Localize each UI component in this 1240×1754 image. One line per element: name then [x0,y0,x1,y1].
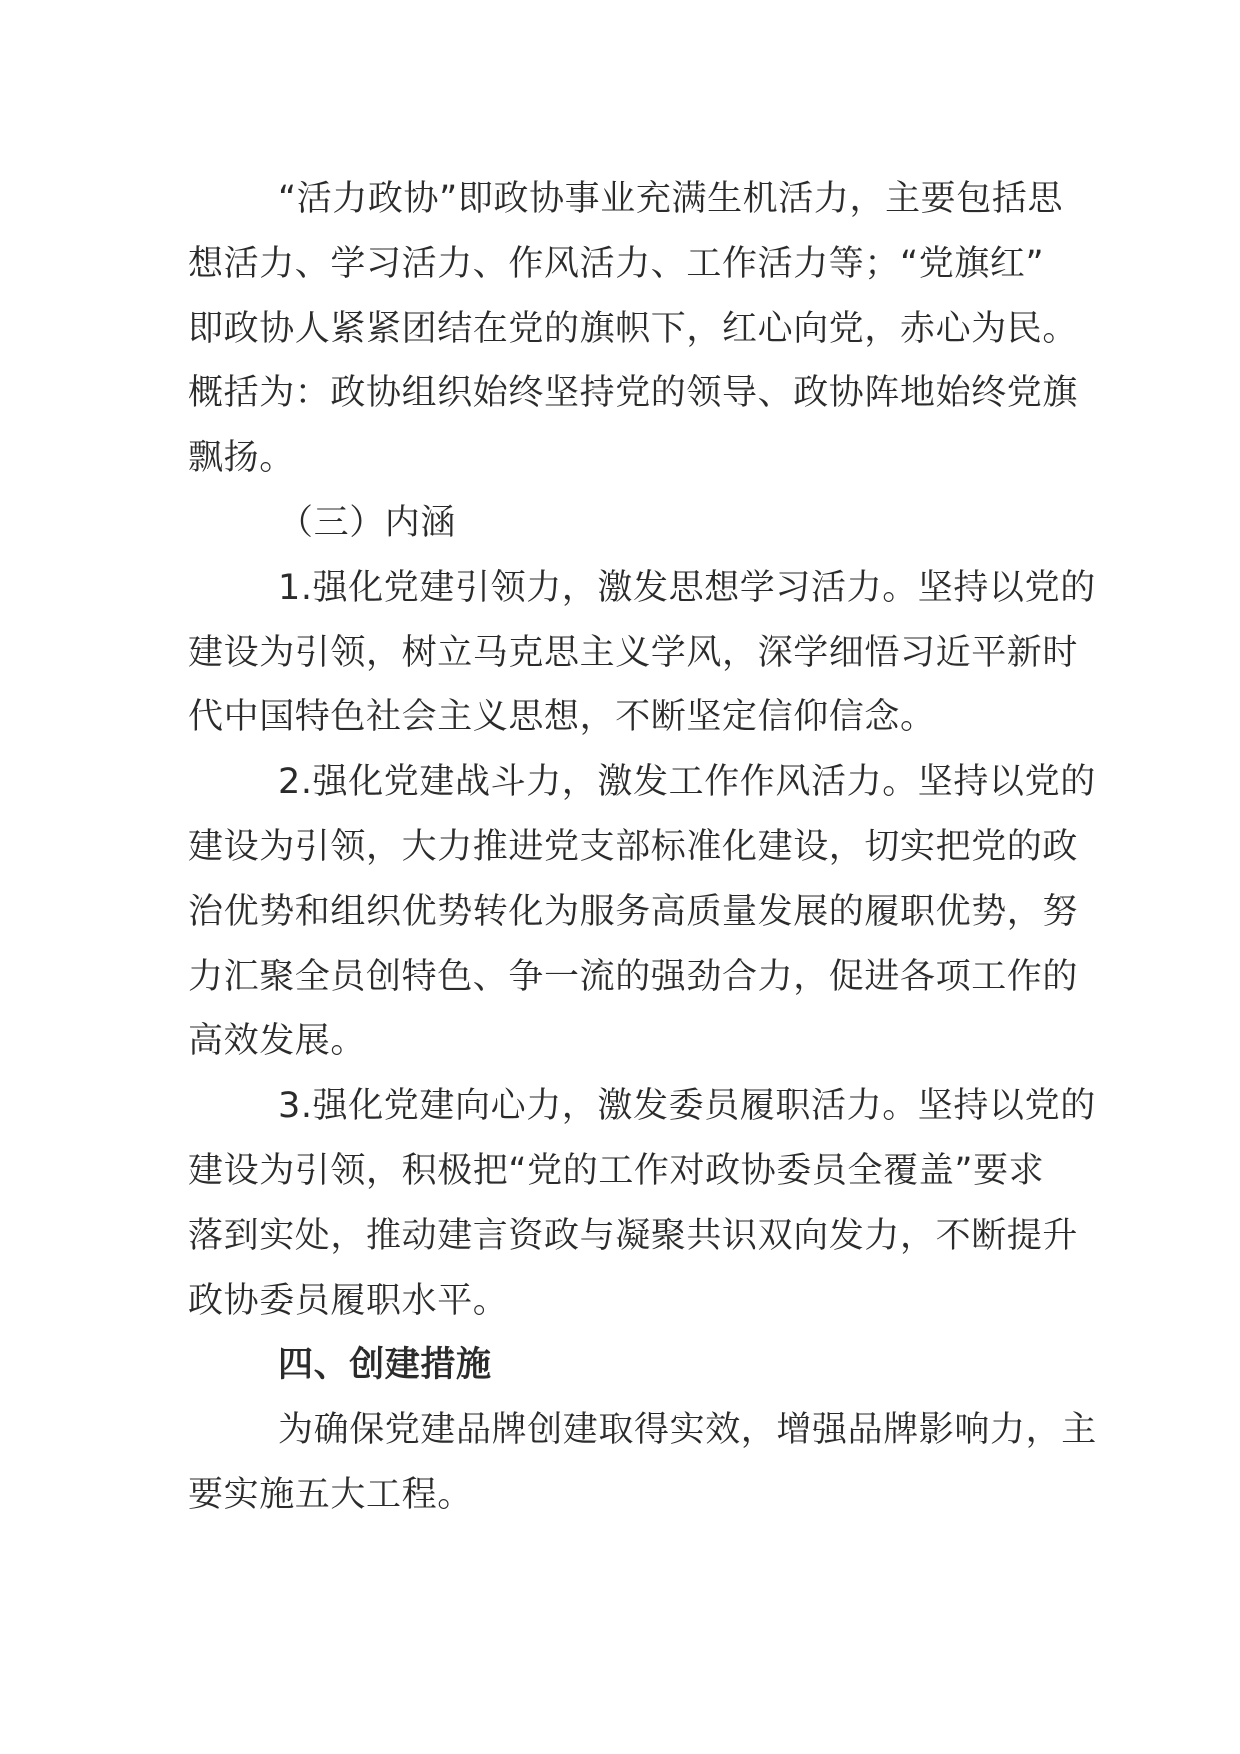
paragraph-item-3 [188,1074,1096,1333]
text-line: 3.强化党建向心力，激发委员履职活力。坚持以党的 [278,1086,1096,1127]
paragraph-item-2 [188,750,1096,1074]
text-line: 为确保党建品牌创建取得实效，增强品牌影响力，主 [278,1410,1097,1451]
text-line: 想活力、学习活力、作风活力、工作活力等；“党旗红” [188,243,1045,284]
text-line: 即政协人紧紧团结在党的旗帜下，红心向党，赤心为民。 [188,308,1079,349]
text-line: 建设为引领，树立马克思主义学风，深学细悟习近平新时 [188,632,1079,673]
text-line: 要实施五大工程。 [188,1474,473,1515]
text-line: 建设为引领，大力推进党支部标准化建设，切实把党的政 [188,826,1079,867]
text-line: 四、创建措施 [278,1345,492,1386]
text-line: 1.强化党建引领力，激发思想学习活力。坚持以党的 [278,567,1096,608]
text-line: 政协委员履职水平。 [188,1280,509,1321]
text-line: 高效发展。 [188,1021,367,1062]
text-line: （三）内涵 [278,502,457,543]
section-subheading [188,491,1058,556]
paragraph-item-1 [188,556,1096,750]
paragraph-measures-intro [188,1398,1097,1528]
document-body [188,167,1097,1528]
text-line: 2.强化党建战斗力，激发工作作风活力。坚持以党的 [278,762,1096,803]
text-line: 力汇聚全员创特色、争一流的强劲合力，促进各项工作的 [188,956,1079,997]
text-line: 概括为：政协组织始终坚持党的领导、政协阵地始终党旗 [188,373,1079,414]
text-line: 治优势和组织优势转化为服务高质量发展的履职优势，努 [188,891,1079,932]
text-line: “活力政协”即政协事业充满生机活力，主要包括思 [278,179,1064,219]
section-heading [188,1333,1058,1398]
text-line: 代中国特色社会主义思想，不断坚定信仰信念。 [188,697,936,738]
text-line: 飘扬。 [188,438,295,479]
text-line: 建设为引领，积极把“党的工作对政协委员全覆盖”要求 [188,1150,1045,1191]
text-line: 落到实处，推动建言资政与凝聚共识双向发力，不断提升 [188,1215,1079,1256]
paragraph-definition [188,167,1079,491]
